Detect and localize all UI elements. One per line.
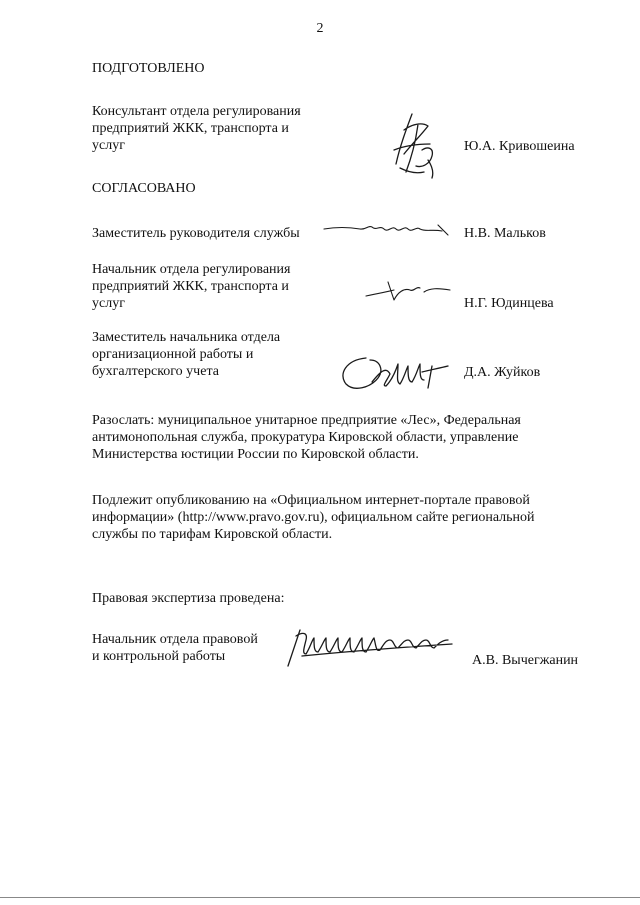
- distribution-line: Разослать: муниципальное унитарное предприятие «Лес», Федеральная: [92, 413, 521, 428]
- prepared-heading: ПОДГОТОВЛЕНО: [92, 61, 205, 76]
- page-number: 2: [316, 21, 324, 36]
- legal-review-name: А.В. Вычегжанин: [472, 653, 579, 668]
- agreed-signer-name: Д.А. Жуйков: [464, 365, 541, 380]
- prepared-position-line: Консультант отдела регулирования: [92, 104, 301, 119]
- agreed-signer-position-line: Начальник отдела регулирования: [92, 262, 291, 277]
- page-bottom-edge: [0, 897, 640, 898]
- signature-vychegzhanin: [282, 626, 458, 668]
- signature-yudintseva: [364, 278, 454, 302]
- prepared-name: Ю.А. Кривошеина: [464, 139, 575, 154]
- agreed-signer-position-line: Заместитель начальника отдела: [92, 330, 281, 345]
- agreed-signer-position: Заместитель руководителя службы: [92, 226, 300, 241]
- signature-krivosheina: [382, 110, 452, 182]
- agreed-heading: СОГЛАСОВАНО: [92, 181, 196, 196]
- distribution-line: антимонопольная служба, прокуратура Кировской области, управление: [92, 430, 519, 445]
- agreed-signer-position-line: предприятий ЖКК, транспорта и: [92, 279, 289, 294]
- agreed-signer-position-line: услуг: [92, 296, 125, 311]
- agreed-signer-position-line: организационной работы и: [92, 347, 254, 362]
- publication-paragraph: [92, 492, 595, 543]
- publication-line: информации» (http://www.pravo.gov.ru), официальном сайте региональной: [92, 510, 535, 525]
- signature-malkov: [322, 217, 452, 241]
- distribution-paragraph: [92, 412, 595, 463]
- signature-zhuikov: [336, 352, 450, 394]
- agreed-signer-position-line: бухгалтерского учета: [92, 364, 219, 379]
- distribution-line: Министерства юстиции России по Кировской области.: [92, 447, 419, 462]
- agreed-signer-name: Н.В. Мальков: [464, 226, 546, 241]
- prepared-position: [92, 103, 337, 154]
- agreed-signer-position: [92, 261, 337, 312]
- agreed-signer-name: Н.Г. Юдинцева: [464, 296, 554, 311]
- prepared-position-line: услуг: [92, 138, 125, 153]
- publication-line: Подлежит опубликованию на «Официальном интернет-портале правовой: [92, 493, 530, 508]
- prepared-position-line: предприятий ЖКК, транспорта и: [92, 121, 289, 136]
- legal-review-position-line: и контрольной работы: [92, 649, 226, 664]
- legal-review-statement: Правовая экспертиза проведена:: [92, 591, 285, 606]
- agreed-signer-position: [92, 329, 280, 380]
- legal-review-position: [92, 631, 258, 665]
- legal-review-position-line: Начальник отдела правовой: [92, 632, 258, 647]
- publication-line: службы по тарифам Кировской области.: [92, 527, 333, 542]
